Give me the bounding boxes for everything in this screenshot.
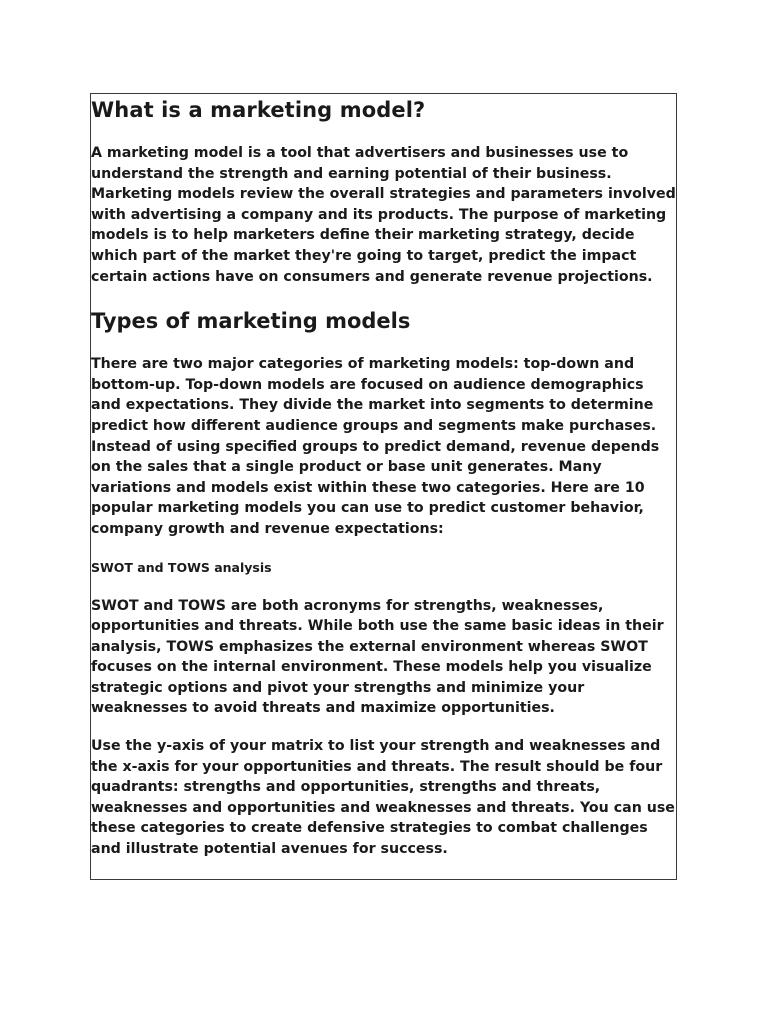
- section-heading-types: Types of marketing models: [91, 309, 411, 334]
- page-title: What is a marketing model?: [91, 98, 426, 122]
- document-content: [91, 96, 676, 860]
- types-paragraph: There are two major categories of marketing models: top-down and bottom-up. Top-down models are focused on audience demographics and expectations. They divide the market into segments to determine predict how different audience groups and segments make purchases. Instead of using specified groups to predict demand, revenue depends on the sales that a single product or base unit generates. Many variations and models exist within these two categories. Here are 10 popular marketing models you can use to predict customer behavior, company growth and revenue expectations:: [91, 356, 660, 537]
- intro-paragraph: A marketing model is a tool that advertisers and businesses use to understand the strength and earning potential of their business. Marketing models review the overall strategies and parameters involved with advertising a company and its products. The purpose of marketing models is to help marketers define their marketing strategy, decide which part of the market they're going to target, predict the impact certain actions have on consumers and generate revenue projections.: [91, 145, 676, 285]
- subsection-heading-swot: SWOT and TOWS analysis: [91, 559, 272, 575]
- swot-paragraph: SWOT and TOWS are both acronyms for strengths, weaknesses, opportunities and threats. While both use the same basic ideas in their analysis, TOWS emphasizes the external environment whereas SWOT focuses on the internal environment. These models help you visualize strategic options and pivot your strengths and minimize your weaknesses to avoid threats and maximize opportunities.: [91, 597, 664, 717]
- document-page: [90, 93, 677, 880]
- matrix-paragraph: Use the y-axis of your matrix to list your strength and weaknesses and the x-axis for your opportunities and threats. The result should be four quadrants: strengths and opportunities, strengths and threats, weaknesses and opportunities and weaknesses and threats. You can use these categories to create defensive strategies to combat challenges and illustrate potential avenues for success.: [91, 738, 675, 858]
